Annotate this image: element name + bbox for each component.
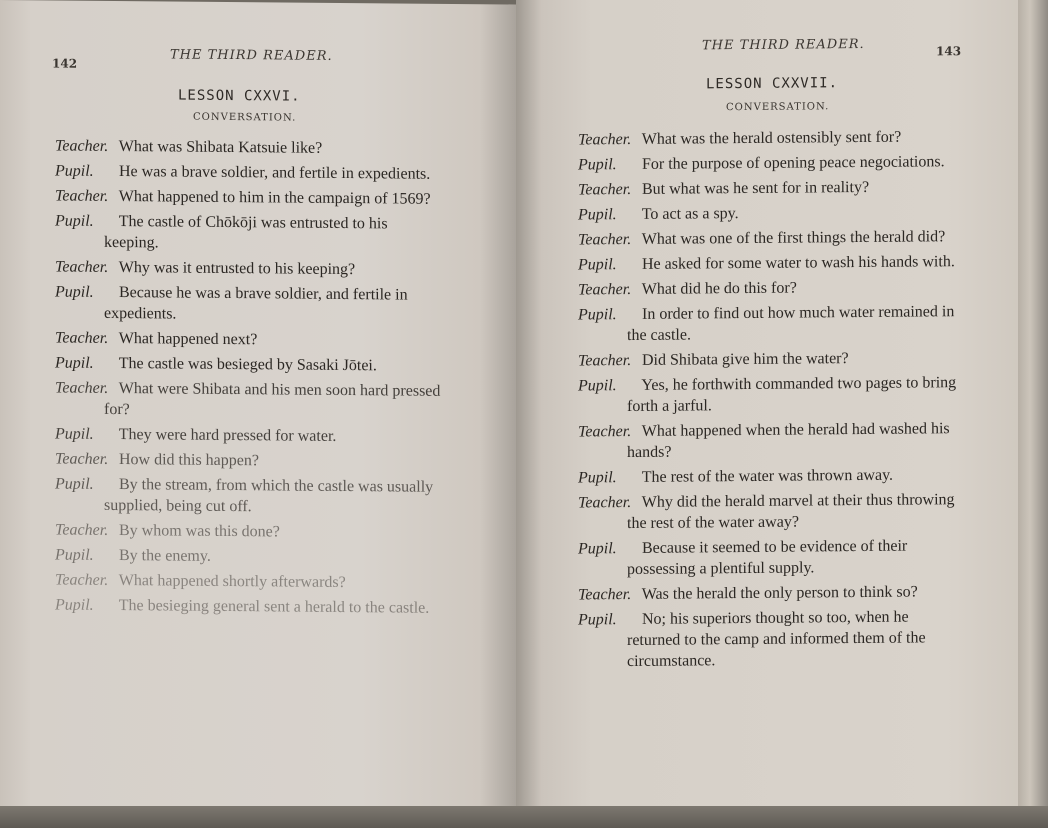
dialogue-line — [578, 301, 960, 346]
lesson-title: LESSON CXXVII. — [706, 75, 839, 93]
speaker-label: Pupil. — [578, 611, 617, 629]
line-text: In order to find out how much water remained in the castle. — [627, 303, 955, 345]
dialogue-line — [578, 251, 960, 275]
dialogue-line — [578, 418, 960, 463]
speaker-label: Pupil. — [55, 212, 94, 230]
dialogue-line — [578, 464, 960, 488]
dialogue-line — [578, 347, 960, 371]
dialogue-line — [55, 569, 441, 593]
speaker-label: Pupil. — [55, 596, 94, 614]
dialogue-line — [55, 473, 441, 518]
line-text: To act as a spy. — [641, 205, 739, 223]
right-page — [516, 0, 1024, 812]
dialogue-line — [578, 535, 960, 580]
line-text: The besieging general sent a herald to the castle. — [118, 597, 430, 617]
line-text: Did Shibata give him the water? — [642, 350, 849, 369]
speaker-label: Teacher. — [578, 422, 632, 441]
line-text: By the stream, from which the castle was usually supplied, being cut off. — [104, 476, 434, 516]
dialogue-line — [578, 489, 960, 534]
line-text: Because it seemed to be evidence of their possessing a plentiful supply. — [627, 537, 908, 579]
page-edges — [1018, 0, 1048, 828]
speaker-label: Teacher. — [55, 521, 109, 539]
dialogue-line — [578, 606, 960, 672]
line-text: The castle was besieged by Sasaki Jōtei. — [118, 355, 377, 375]
line-text: What was the herald ostensibly sent for? — [641, 128, 902, 148]
line-text: What happened shortly afterwards? — [118, 572, 346, 592]
speaker-label: Pupil. — [55, 475, 94, 493]
line-text: Why was it entrusted to his keeping? — [118, 259, 356, 279]
speaker-label: Teacher. — [578, 351, 632, 370]
speaker-label: Pupil. — [55, 546, 94, 564]
speaker-label: Pupil. — [55, 354, 94, 372]
speaker-label: Pupil. — [55, 162, 94, 180]
running-head: THE THIRD READER. — [702, 36, 865, 54]
dialogue — [55, 135, 441, 622]
dialogue-line — [578, 201, 960, 225]
running-head: THE THIRD READER. — [170, 47, 333, 64]
dialogue-line — [578, 276, 960, 300]
page-number: 143 — [936, 44, 962, 59]
dialogue-line — [55, 448, 441, 472]
dialogue-line — [55, 135, 441, 159]
dialogue-line — [55, 210, 441, 255]
line-text: What was Shibata Katsuie like? — [118, 138, 323, 157]
line-text: What did he do this for? — [641, 279, 797, 298]
line-text: Because he was a brave soldier, and fertile in expedients. — [104, 284, 408, 323]
line-text: The rest of the water was thrown away. — [641, 466, 894, 486]
speaker-label: Pupil. — [578, 256, 617, 274]
lesson-title: LESSON CXXVI. — [178, 87, 301, 105]
line-text: Was the herald the only person to think so? — [641, 583, 918, 603]
section-subtitle: CONVERSATION. — [726, 101, 830, 114]
speaker-label: Pupil. — [578, 540, 617, 558]
line-text: He asked for some water to wash his hands with. — [642, 253, 955, 273]
dialogue — [578, 126, 960, 676]
line-text: Yes, he forthwith commanded two pages to bring forth a jarful. — [627, 374, 957, 416]
speaker-label: Teacher. — [55, 187, 109, 205]
speaker-label: Pupil. — [55, 283, 94, 301]
line-text: They were hard pressed for water. — [118, 426, 337, 445]
line-text: What were Shibata and his men soon hard pressed for? — [104, 380, 441, 419]
dialogue-line — [55, 327, 441, 351]
dialogue-line — [55, 519, 441, 543]
speaker-label: Pupil. — [578, 206, 617, 224]
speaker-label: Pupil. — [55, 425, 94, 443]
dialogue-line — [55, 160, 441, 184]
speaker-label: Teacher. — [578, 230, 632, 249]
speaker-label: Teacher. — [578, 585, 632, 604]
line-text: The castle of Chōkōji was entrusted to his keeping. — [104, 213, 388, 252]
line-text: He was a brave soldier, and fertile in expedients. — [119, 163, 431, 183]
dialogue-line — [578, 372, 960, 417]
speaker-label: Teacher. — [55, 450, 109, 468]
speaker-label: Teacher. — [578, 130, 632, 149]
line-text: No; his superiors thought so too, when he returned to the camp and informed them of the circumstance. — [627, 608, 926, 671]
speaker-label: Pupil. — [578, 306, 617, 324]
dialogue-line — [55, 352, 441, 376]
speaker-label: Teacher. — [55, 571, 109, 589]
dialogue-line — [55, 281, 441, 326]
speaker-label: Teacher. — [578, 493, 632, 512]
dialogue-line — [55, 377, 441, 422]
speaker-label: Pupil. — [578, 469, 617, 487]
section-subtitle: CONVERSATION. — [193, 111, 297, 124]
line-text: By whom was this done? — [119, 522, 280, 541]
line-text: How did this happen? — [119, 451, 259, 470]
line-text: What was one of the first things the herald did? — [641, 228, 946, 248]
dialogue-line — [55, 185, 441, 209]
table-shadow — [0, 806, 1048, 828]
line-text: For the purpose of opening peace negociations. — [642, 153, 945, 173]
dialogue-line — [578, 126, 960, 150]
line-text: What happened to him in the campaign of 1569? — [118, 188, 431, 208]
line-text: But what was he sent for in reality? — [642, 178, 870, 198]
speaker-label: Teacher. — [55, 137, 109, 155]
speaker-label: Teacher. — [55, 258, 109, 276]
speaker-label: Pupil. — [578, 377, 617, 395]
speaker-label: Teacher. — [578, 280, 632, 299]
dialogue-line — [578, 226, 960, 250]
dialogue-line — [55, 544, 441, 568]
line-text: What happened next? — [118, 330, 258, 349]
dialogue-line — [55, 594, 441, 618]
dialogue-line — [55, 423, 441, 447]
speaker-label: Pupil. — [578, 156, 617, 174]
dialogue-line — [578, 581, 960, 605]
left-page — [0, 0, 516, 817]
dialogue-line — [578, 151, 960, 175]
speaker-label: Teacher. — [578, 180, 632, 199]
speaker-label: Teacher. — [55, 329, 109, 347]
line-text: By the enemy. — [119, 547, 211, 565]
line-text: Why did the herald marvel at their thus throwing the rest of the water away? — [627, 491, 955, 533]
line-text: What happened when the herald had washed his hands? — [627, 420, 950, 462]
speaker-label: Teacher. — [55, 379, 109, 397]
dialogue-line — [55, 256, 441, 280]
page-number: 142 — [52, 56, 78, 71]
dialogue-line — [578, 176, 960, 200]
